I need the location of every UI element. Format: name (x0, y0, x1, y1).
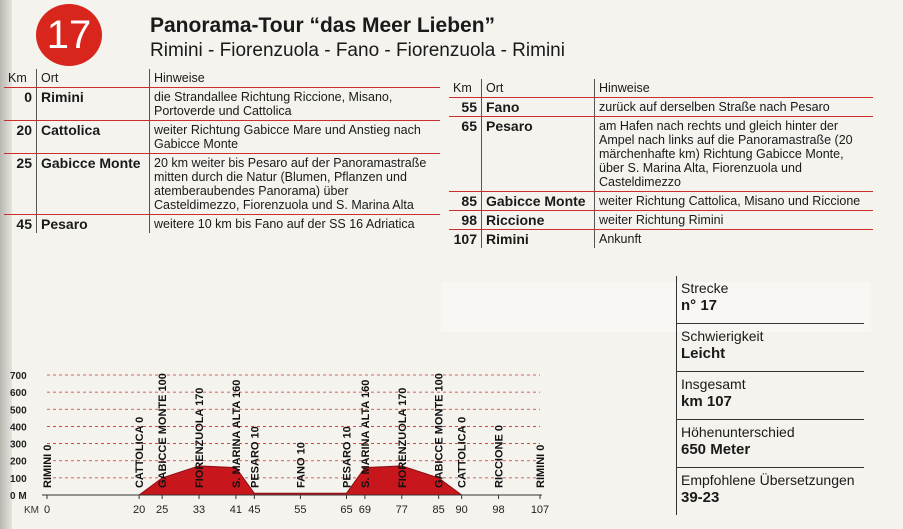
tour-title: Panorama-Tour “das Meer Lieben” (150, 14, 496, 37)
info-label: Schwierigkeit (681, 328, 764, 344)
row-ort: Gabicce Monte (37, 154, 150, 215)
row-ort: Pesaro (482, 117, 595, 192)
header-hinweise: Hinweise (150, 69, 441, 88)
x-tick-label: 85 (432, 504, 445, 516)
table-row (4, 154, 440, 215)
info-label: Strecke (681, 280, 729, 296)
row-km: 45 (4, 215, 37, 234)
info-schwierigkeit (676, 324, 864, 372)
profile-place-label: CATTOLICA 0 (134, 416, 147, 488)
row-ort: Fano (482, 98, 595, 117)
y-tick-label: 500 (10, 405, 27, 417)
header-km: Km (4, 69, 37, 88)
table-row (4, 121, 440, 154)
row-ort: Pesaro (37, 215, 150, 234)
route-table-left (4, 69, 440, 233)
x-tick-label: 90 (455, 504, 468, 516)
info-label: Insgesamt (681, 376, 746, 392)
table-row (449, 117, 873, 192)
header-ort: Ort (482, 79, 595, 98)
table-row (449, 211, 873, 230)
header-ort: Ort (37, 69, 150, 88)
info-strecke (676, 276, 864, 324)
info-value: Leicht (681, 345, 726, 362)
profile-place-label: FANO 10 (295, 442, 308, 488)
table-row (449, 192, 873, 211)
elevation-profile-chart (0, 300, 580, 529)
row-hinweis: am Hafen nach rechts und gleich hinter der Ampel nach links auf die Panoramastraße (20 märchenhafte km) Richtung Gabicce Monte, über S. Marina Alta, Fiorenzuola und Casteldimezzo (595, 117, 874, 192)
x-tick-label: 77 (395, 504, 408, 516)
row-ort: Gabicce Monte (482, 192, 595, 211)
y-tick-label: 400 (10, 422, 27, 434)
row-km: 0 (4, 88, 37, 121)
info-hoehenunterschied (676, 420, 864, 468)
profile-place-label: FIORENZUOLA 170 (396, 387, 409, 488)
profile-place-label: CATTOLICA 0 (456, 416, 469, 488)
row-km: 55 (449, 98, 482, 117)
row-hinweis: zurück auf derselben Straße nach Pesaro (595, 98, 874, 117)
profile-place-label: PESARO 10 (249, 426, 262, 488)
row-km: 65 (449, 117, 482, 192)
x-tick-label: 65 (340, 504, 353, 516)
y-tick-label: 600 (10, 388, 27, 400)
row-ort: Rimini (482, 230, 595, 249)
info-insgesamt (676, 372, 864, 420)
x-axis-label: KM (24, 505, 39, 516)
route-table-right (449, 79, 873, 248)
table-row (4, 88, 440, 121)
profile-place-label: FIORENZUOLA 170 (194, 387, 207, 488)
table-row (4, 215, 440, 234)
info-value: n° 17 (681, 297, 718, 314)
row-km: 98 (449, 211, 482, 230)
x-tick-label: 107 (530, 504, 550, 516)
row-hinweis: weiter Richtung Gabicce Mare und Anstieg nach Gabicce Monte (150, 121, 441, 154)
profile-place-label: PESARO 10 (341, 426, 354, 488)
row-hinweis: weitere 10 km bis Fano auf der SS 16 Adriatica (154, 217, 415, 231)
profile-place-label: RICCIONE 0 (493, 425, 506, 488)
info-label: Empfohlene Übersetzungen (681, 472, 855, 488)
row-ort: Cattolica (37, 121, 150, 154)
x-tick-label: 25 (156, 504, 169, 516)
table-header-row (449, 79, 873, 98)
x-tick-label: 20 (133, 504, 146, 516)
header-km: Km (449, 79, 482, 98)
row-ort: Riccione (482, 211, 595, 230)
info-value: 650 Meter (681, 441, 751, 458)
row-hinweis: Ankunft (599, 232, 642, 246)
x-tick-label: 33 (192, 504, 206, 516)
table-row (449, 98, 873, 117)
x-tick-label: 55 (294, 504, 307, 516)
row-hinweis: weiter Richtung Rimini (595, 211, 874, 230)
table-row (449, 230, 873, 249)
row-ort: Rimini (37, 88, 150, 121)
table-header-row (4, 69, 440, 88)
x-tick-label: 0 (43, 504, 51, 516)
profile-place-label: RIMINI 0 (535, 444, 547, 488)
y-tick-label: 300 (10, 439, 27, 451)
x-tick-label: 45 (248, 504, 261, 516)
x-tick-label: 69 (358, 504, 372, 516)
row-km: 20 (4, 121, 37, 154)
tour-subtitle: Rimini - Fiorenzuola - Fano - Fiorenzuola - Rimini (150, 40, 565, 61)
row-km: 107 (449, 230, 482, 249)
header-hinweise: Hinweise (595, 79, 874, 98)
row-km: 25 (4, 154, 37, 215)
x-tick-label: 98 (492, 504, 505, 516)
profile-place-label: S. MARINA ALTA 160 (359, 379, 372, 488)
row-hinweis: die Strandallee Richtung Riccione, Misano, Portoverde und Cattolica (150, 88, 441, 121)
x-tick-label: 41 (229, 504, 243, 516)
info-panel (676, 276, 864, 515)
info-label: Höhenunterschied (681, 424, 795, 440)
y-tick-label: 700 (10, 371, 27, 382)
y-tick-label: 200 (10, 456, 27, 468)
row-km: 85 (449, 192, 482, 211)
profile-place-label: RIMINI 0 (42, 444, 54, 488)
row-hinweis: weiter Richtung Cattolica, Misano und Riccione (595, 192, 874, 211)
profile-place-label: S. MARINA ALTA 160 (230, 379, 243, 488)
info-uebersetzungen (676, 468, 864, 515)
y-tick-label: 0 M (10, 491, 27, 502)
tour-number-badge: 17 (36, 4, 102, 66)
info-value: 39-23 (681, 489, 720, 506)
info-value: km 107 (681, 393, 732, 410)
y-tick-label: 100 (10, 473, 27, 485)
profile-place-label: GABICCE MONTE 100 (433, 373, 446, 488)
row-hinweis: 20 km weiter bis Pesaro auf der Panoramastraße mitten durch die Natur (Blumen, Pflanzen und atemberaubendes Panorama) über Casteldimezzo, Fiorenzuola und S. Marina Alta (150, 154, 441, 215)
profile-place-label: GABICCE MONTE 100 (157, 373, 170, 488)
